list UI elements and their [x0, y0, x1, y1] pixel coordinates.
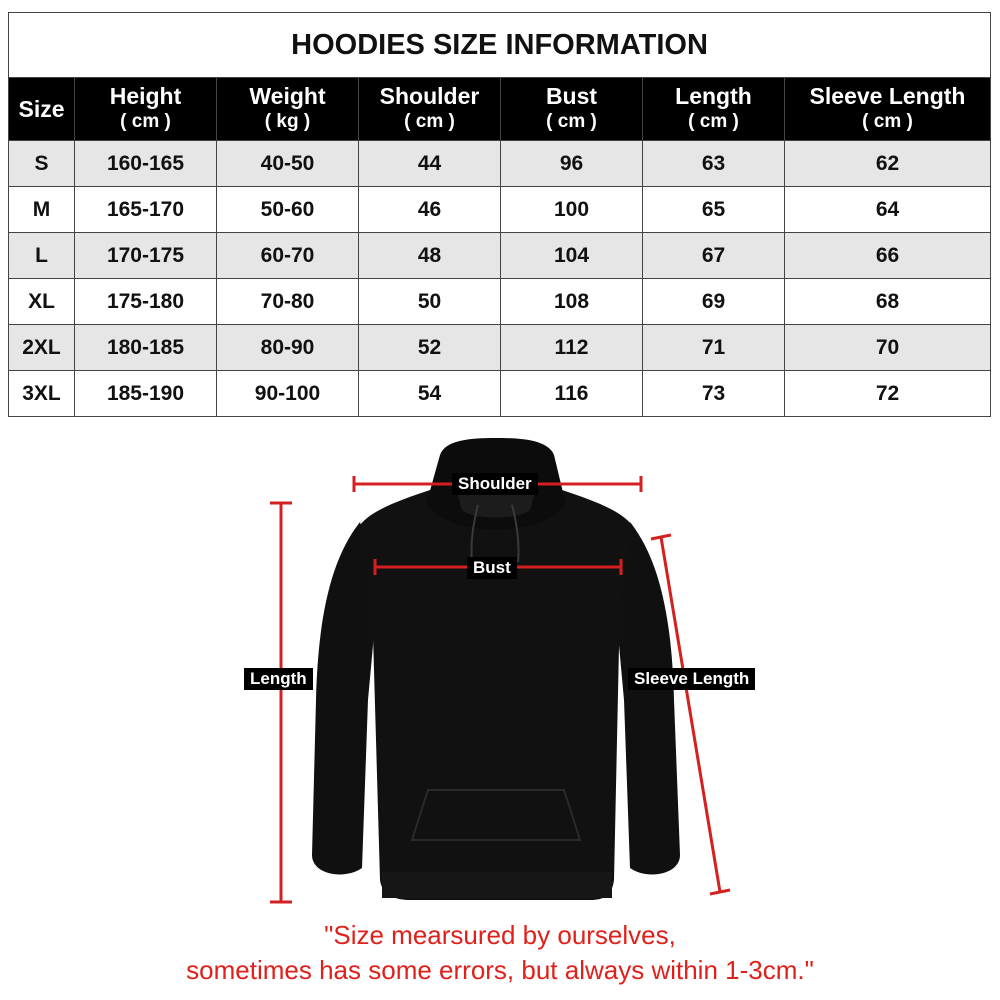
header-height: Height ( cm )	[75, 78, 217, 141]
length-label: Length	[244, 668, 313, 690]
header-sleeve-length: Sleeve Length ( cm )	[785, 78, 991, 141]
cell-sleeve-length: 66	[785, 233, 991, 279]
measurement-note-line1: "Size mearsured by ourselves,	[324, 920, 676, 950]
header-length: Length ( cm )	[643, 78, 785, 141]
cell-size: 2XL	[9, 325, 75, 371]
cell-length: 73	[643, 371, 785, 417]
cell-weight: 80-90	[217, 325, 359, 371]
cell-weight: 40-50	[217, 141, 359, 187]
cell-sleeve-length: 72	[785, 371, 991, 417]
cell-shoulder: 46	[359, 187, 501, 233]
cell-length: 69	[643, 279, 785, 325]
cell-sleeve-length: 62	[785, 141, 991, 187]
cell-height: 185-190	[75, 371, 217, 417]
cell-size: S	[9, 141, 75, 187]
cell-bust: 104	[501, 233, 643, 279]
bust-label: Bust	[467, 557, 517, 579]
cell-weight: 90-100	[217, 371, 359, 417]
cell-sleeve-length: 70	[785, 325, 991, 371]
cell-bust: 100	[501, 187, 643, 233]
header-bust: Bust ( cm )	[501, 78, 643, 141]
cell-shoulder: 54	[359, 371, 501, 417]
cell-length: 63	[643, 141, 785, 187]
cell-sleeve-length: 64	[785, 187, 991, 233]
cell-size: L	[9, 233, 75, 279]
header-weight: Weight ( kg )	[217, 78, 359, 141]
cell-size: 3XL	[9, 371, 75, 417]
cell-weight: 60-70	[217, 233, 359, 279]
cell-weight: 50-60	[217, 187, 359, 233]
sleeve-length-label: Sleeve Length	[628, 668, 755, 690]
cell-weight: 70-80	[217, 279, 359, 325]
cell-shoulder: 52	[359, 325, 501, 371]
hoodie-body	[360, 490, 632, 900]
cell-bust: 96	[501, 141, 643, 187]
cell-length: 71	[643, 325, 785, 371]
cell-height: 175-180	[75, 279, 217, 325]
cell-bust: 108	[501, 279, 643, 325]
cell-height: 160-165	[75, 141, 217, 187]
cell-bust: 112	[501, 325, 643, 371]
shoulder-label: Shoulder	[452, 473, 538, 495]
cell-shoulder: 50	[359, 279, 501, 325]
cell-shoulder: 44	[359, 141, 501, 187]
cell-length: 65	[643, 187, 785, 233]
cell-size: M	[9, 187, 75, 233]
cell-size: XL	[9, 279, 75, 325]
cell-height: 165-170	[75, 187, 217, 233]
cell-height: 180-185	[75, 325, 217, 371]
cell-shoulder: 48	[359, 233, 501, 279]
cell-bust: 116	[501, 371, 643, 417]
cell-length: 67	[643, 233, 785, 279]
table-title: HOODIES SIZE INFORMATION	[9, 13, 991, 78]
header-size: Size	[9, 78, 75, 141]
header-shoulder: Shoulder ( cm )	[359, 78, 501, 141]
cell-sleeve-length: 68	[785, 279, 991, 325]
hoodie-hem	[382, 872, 612, 898]
measurement-note-line2: sometimes has some errors, but always within 1-3cm."	[186, 955, 814, 985]
cell-height: 170-175	[75, 233, 217, 279]
